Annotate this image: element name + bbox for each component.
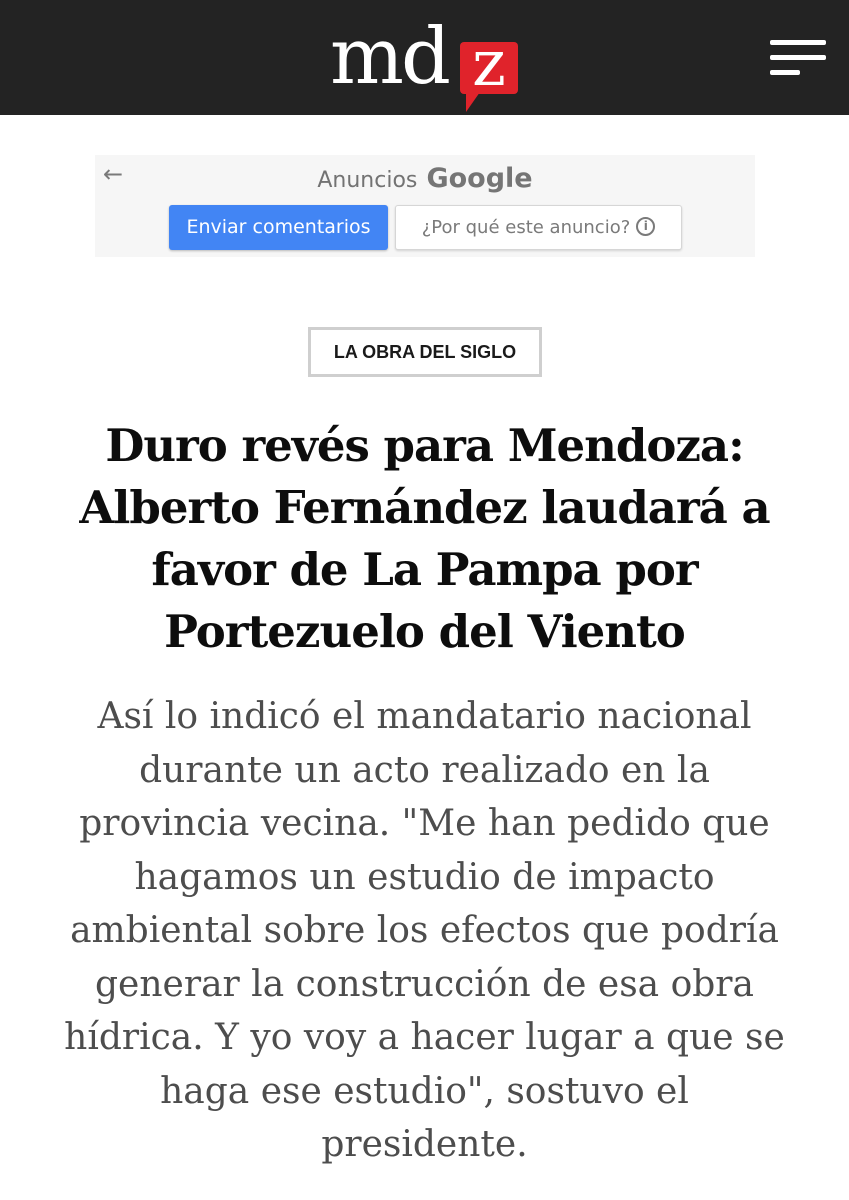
- send-feedback-button[interactable]: Enviar comentarios: [169, 205, 388, 250]
- ad-title: [95, 160, 755, 194]
- article-headline: Duro revés para Mendoza: Alberto Fernández laudará a favor de La Pampa por Portezuelo del Viento: [79, 419, 770, 658]
- logo-speech-bubble: [460, 27, 518, 101]
- why-this-ad-label: ¿Por qué este anuncio?: [421, 217, 631, 238]
- ad-title-prefix: Anuncios: [317, 168, 418, 193]
- article-summary: Así lo indicó el mandatario nacional durante un acto realizado en la provincia vecina. "Me han pedido que hagamos un estudio de impacto ambiental sobre los efectos que podría generar la construcción de esa obra hídrica. Y yo voy a hacer lugar a que se haga ese estudio", sostuvo el presidente.: [64, 696, 785, 1165]
- ad-title-brand: Google: [426, 163, 533, 194]
- site-logo[interactable]: [330, 12, 506, 102]
- google-ad-panel: [95, 155, 755, 257]
- section-tag[interactable]: LA OBRA DEL SIGLO: [308, 327, 542, 377]
- hamburger-menu-icon[interactable]: [770, 40, 826, 76]
- why-this-ad-button[interactable]: [395, 205, 682, 250]
- info-icon: i: [636, 217, 655, 236]
- arrow-left-icon[interactable]: ←: [103, 160, 124, 188]
- top-bar: [0, 0, 849, 115]
- logo-accent-letter: z: [472, 27, 506, 101]
- logo-text: md: [330, 12, 448, 102]
